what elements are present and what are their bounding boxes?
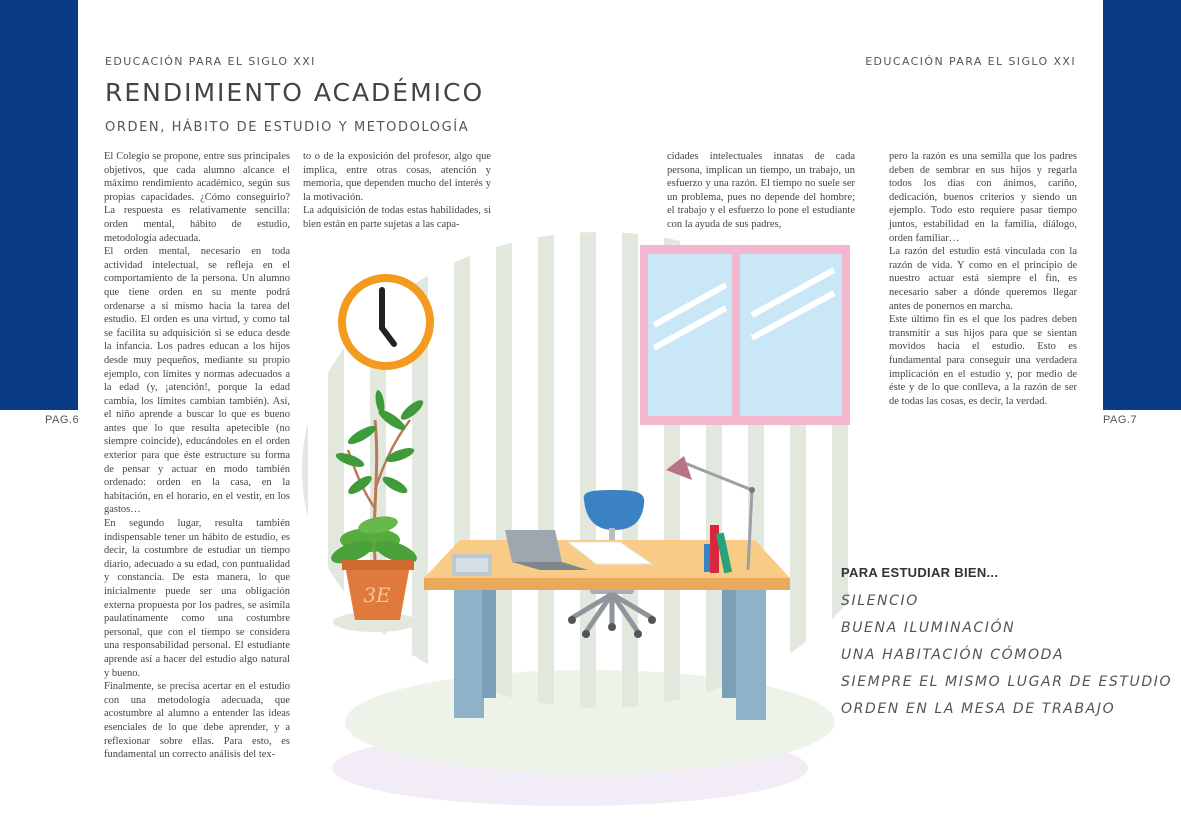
- window: [640, 245, 850, 425]
- tips-list: [841, 588, 1173, 723]
- paragraph: cidades intelectuales innatas de cada persona, implican un tiempo, un trabajo, un esfuerzo y una razón. El tiempo no suele ser un problema, pues no depende del hombre; el trabajo y el esfuerzo lo pone el estudiante con la ayuda de sus padres,: [667, 151, 855, 230]
- article-title: RENDIMIENTO ACADÉMICO: [105, 78, 485, 107]
- paragraph: En segundo lugar, resulta también indispensable tener un hábito de estudio, es decir, la costumbre de estudiar un tiempo diario, adecuado a su edad, con puntualidad y constancia. De esta manera, lo que inicialmente puede ser una obligación externa propuesta por los padres, se asimila paulatinamente como una costumbre personal, que con el tiempo se considera una responsabilidad personal. El estudiante aprende así a hacer del estudio algo natural y bueno.: [104, 518, 290, 679]
- wall-clock: [342, 278, 430, 366]
- tip-item: ORDEN EN LA MESA DE TRABAJO: [841, 701, 1116, 717]
- tip-item: BUENA ILUMINACIÓN: [841, 620, 1016, 636]
- tip-item: UNA HABITACIÓN CÓMODA: [841, 647, 1065, 663]
- paragraph: Este último fin es el que los padres deben transmitir a sus hijos para que se sientan movidos hacia el estudio. Esto es fundamental para conseguir una verdadera implicación en el estudio y, por medio de éste y de lo que conlleva, a la razón de ser de todas las cosas, es decir, la verdad.: [889, 314, 1077, 407]
- paragraph: Finalmente, se precisa acertar en el estudio con una metodología adecuada, que acostumbre al alumno a entender las ideas esenciales de lo que debe aprender, y a reflexionar sobre ellas. Para esto, es fundamental un correcto análisis del tex-: [104, 681, 290, 761]
- text-column-2: [303, 150, 491, 232]
- flowerpot-lettering: 3E: [363, 583, 391, 607]
- paragraph: pero la razón es una semilla que los padres deben de sembrar en sus hijos y regarla todos los días con ánimos, cariño, dedicación, buenos criterios y siendo un ejemplo. Todo esto requiere pasar tiempo juntos, estabilidad en la familia, diálogo, orden familiar…: [889, 151, 1077, 244]
- text-column-1: [104, 150, 290, 765]
- right-running-title: EDUCACIÓN PARA EL SIGLO XXI: [865, 55, 1076, 68]
- paragraph: La razón del estudio está vinculada con la razón de vida. Y como en el principio de nuestro actuar está siempre el fin, es necesario saber a dónde queremos llegar antes de ponernos en marcha.: [889, 246, 1077, 312]
- text-column-4: [889, 150, 1077, 408]
- paragraph: El Colegio se propone, entre sus principales objetivos, que cada alumno alcance el máximo rendimiento académico, según sus propias capacidades. ¿Cómo conseguirlo? La respuesta es relativamente sencilla: orden mental, hábito de estudio, metodología adecuada.: [104, 151, 290, 244]
- text-column-3: [667, 150, 855, 232]
- right-page-number: PAG.7: [1103, 414, 1138, 426]
- left-page-blue-band: [0, 0, 78, 410]
- paragraph: El orden mental, necesario en toda actividad intelectual, se refleja en el comportamiento de la persona. Un alumno que tiene orden en su mente podrá ordenarse a sí mismo hacia la tarea del estudio. El orden es una virtud, y como tal se facilita su adquisición si se educa desde la infancia. Los padres educan a los hijos desde muy pequeños, mediante su propio ejemplo, con límites y normas adecuados a la edad (y, ¡atención!, porque la edad cambia, los límites cambian también). Así, el niño aprende a buscar lo que es bueno antes que lo que resulta apetecible (no siempre coincide), educándoles en el orden exterior para que éste estructure su forma de pensar y actuar en modo también ordenado: orden en la casa, en la habitación, en el horario, en el vestir, en los gastos…: [104, 246, 290, 516]
- paragraph: to o de la exposición del profesor, algo que implica, entre otras cosas, atención y memoria, que dependen mucho del interés y la motivación.: [303, 151, 491, 203]
- study-tips-box: [841, 565, 1173, 723]
- article-subtitle: ORDEN, HÁBITO DE ESTUDIO Y METODOLOGÍA: [105, 120, 470, 135]
- right-page-blue-band: [1103, 0, 1181, 410]
- tips-heading: PARA ESTUDIAR BIEN...: [841, 565, 999, 580]
- tip-item: SILENCIO: [841, 593, 919, 609]
- study-room-illustration: [300, 230, 860, 810]
- tip-item: SIEMPRE EL MISMO LUGAR DE ESTUDIO: [841, 674, 1173, 690]
- left-running-title: EDUCACIÓN PARA EL SIGLO XXI: [105, 55, 316, 68]
- left-page-number: PAG.6: [45, 414, 80, 426]
- paragraph: La adquisición de todas estas habilidades, si bien están en parte sujetas a las capa-: [303, 205, 491, 230]
